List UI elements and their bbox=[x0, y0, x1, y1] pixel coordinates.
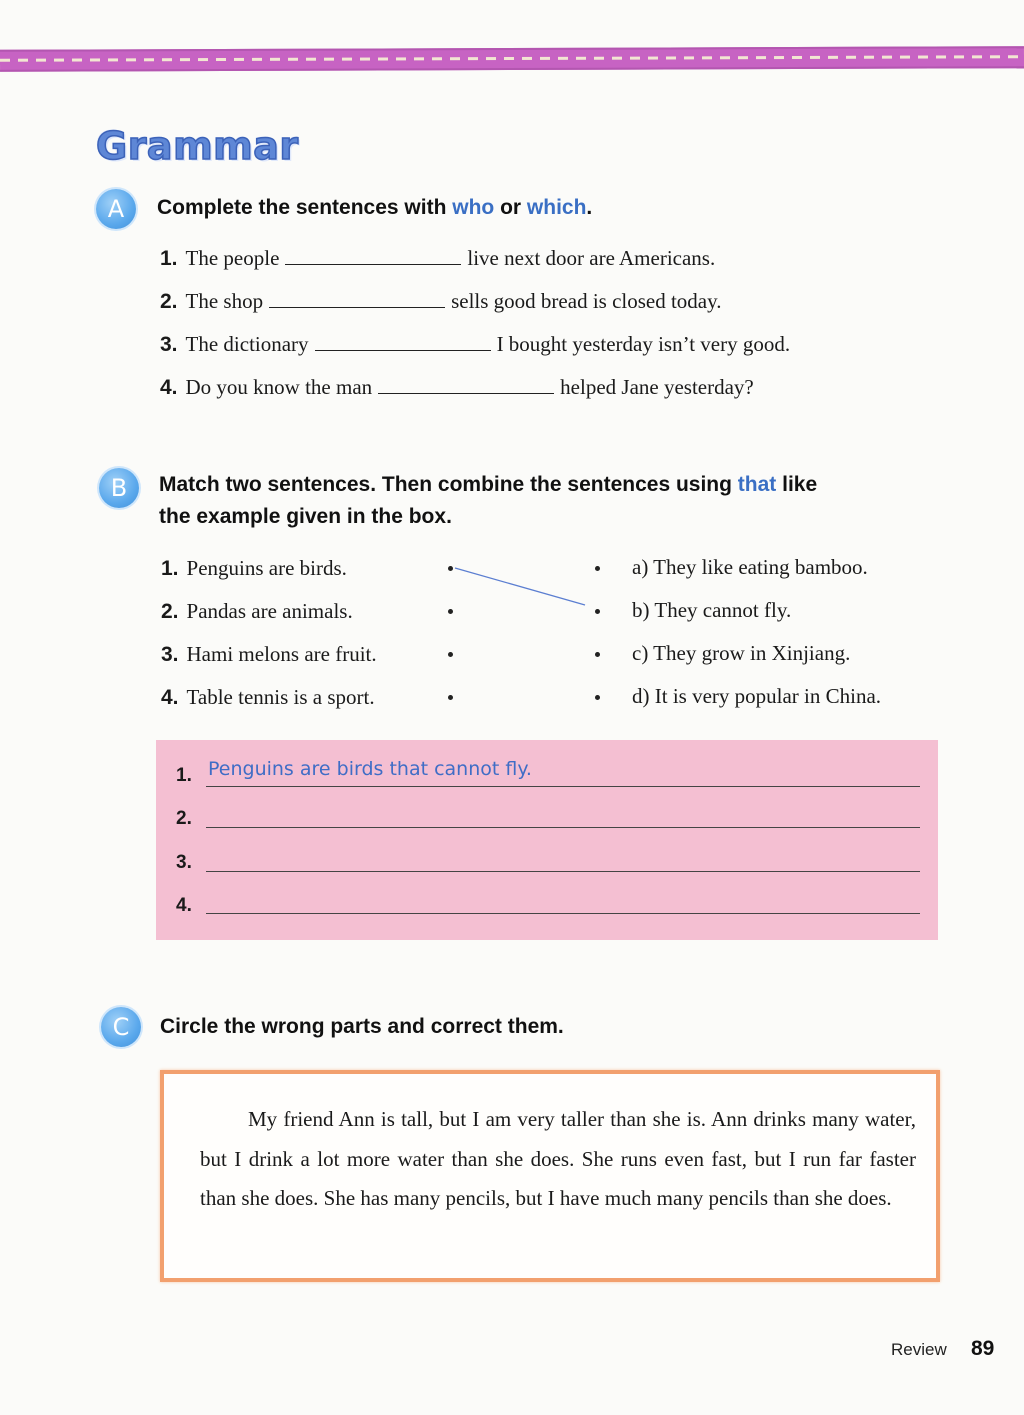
item-text: Penguins are birds. bbox=[186, 556, 347, 580]
error-paragraph: My friend Ann is tall, but I am very taller than she is. Ann drinks many water, but I drink a lot more water than she does. She runs even fast, but I run far faster than she does. She has many pencils, but I have much many pencils than she does. bbox=[200, 1107, 916, 1210]
instruction-text: like bbox=[776, 473, 818, 496]
match-right-item: b) They cannot fly. bbox=[632, 598, 792, 622]
item-number: 4. bbox=[161, 686, 179, 709]
instruction-text: or bbox=[494, 196, 527, 219]
instruction-text: . bbox=[586, 196, 593, 219]
answer-number: 4. bbox=[176, 895, 192, 916]
item-number: 2. bbox=[160, 290, 178, 313]
answer-line[interactable] bbox=[206, 871, 920, 872]
match-right-item: a) They like eating bamboo. bbox=[632, 555, 868, 579]
item-number: 1. bbox=[160, 247, 178, 270]
item-text-after: I bought yesterday isn’t very good. bbox=[496, 332, 791, 356]
item-text-after: sells good bread is closed today. bbox=[451, 289, 722, 313]
item-text-before: The shop bbox=[185, 289, 264, 313]
answer-number: 1. bbox=[176, 765, 192, 786]
item-text: Table tennis is a sport. bbox=[186, 685, 375, 709]
match-right-item: c) They grow in Xinjiang. bbox=[632, 641, 851, 665]
exercise-b-badge-icon: B bbox=[99, 468, 139, 508]
item-number: 3. bbox=[161, 643, 179, 666]
item-text-after: live next door are Americans. bbox=[467, 246, 716, 270]
answer-box bbox=[156, 740, 938, 940]
item-text-after: helped Jane yesterday? bbox=[560, 375, 754, 399]
instruction-line-2: the example given in the box. bbox=[159, 505, 452, 528]
example-answer: Penguins are birds that cannot fly. bbox=[208, 758, 532, 780]
item-text-before: The dictionary bbox=[185, 332, 309, 356]
answer-line[interactable] bbox=[206, 786, 920, 787]
item-text-before: Do you know the man bbox=[185, 375, 373, 399]
answer-number: 2. bbox=[176, 808, 192, 829]
item-text: Hami melons are fruit. bbox=[186, 642, 377, 666]
keyword-that: that bbox=[737, 473, 777, 496]
paragraph-box bbox=[160, 1070, 940, 1282]
item-number: 3. bbox=[160, 333, 178, 356]
item-number: 2. bbox=[161, 600, 179, 623]
answer-line[interactable] bbox=[206, 913, 920, 914]
keyword-which: which bbox=[526, 196, 587, 219]
example-match-line bbox=[455, 568, 585, 605]
answer-number: 3. bbox=[176, 852, 192, 873]
item-number: 1. bbox=[161, 557, 179, 580]
footer-section-label: Review bbox=[891, 1340, 947, 1359]
section-title: Grammar bbox=[96, 124, 299, 168]
answer-line[interactable] bbox=[206, 827, 920, 828]
exercise-c-badge-icon: C bbox=[101, 1007, 141, 1047]
item-number: 4. bbox=[160, 376, 178, 399]
match-right-item: d) It is very popular in China. bbox=[632, 684, 882, 708]
exercise-c-instruction: Circle the wrong parts and correct them. bbox=[160, 1015, 564, 1038]
instruction-text: Complete the sentences with bbox=[157, 196, 453, 219]
instruction-text: Match two sentences. Then combine the sentences using bbox=[159, 473, 738, 496]
item-text-before: The people bbox=[185, 246, 280, 270]
page-number: 89 bbox=[971, 1337, 995, 1360]
keyword-who: who bbox=[452, 196, 495, 219]
exercise-a-badge-icon: A bbox=[96, 189, 136, 229]
item-text: Pandas are animals. bbox=[186, 599, 353, 623]
